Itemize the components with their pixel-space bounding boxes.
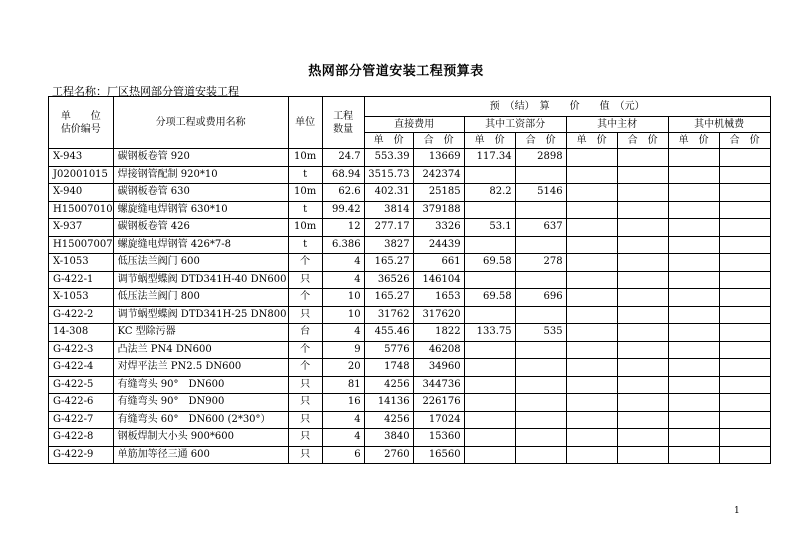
row-direct-price: 165.27 bbox=[364, 254, 413, 272]
row-direct-total: 242374 bbox=[413, 166, 464, 184]
row-labor-total bbox=[515, 376, 566, 394]
row-code: X-943 bbox=[49, 149, 114, 167]
header-machine-total: 合 价 bbox=[719, 133, 770, 149]
row-labor-price bbox=[464, 411, 515, 429]
header-labor: 其中工资部分 bbox=[464, 117, 566, 133]
row-direct-total: 24439 bbox=[413, 236, 464, 254]
row-qty: 4 bbox=[322, 429, 364, 447]
row-machine-total bbox=[719, 359, 770, 377]
row-direct-total: 16560 bbox=[413, 446, 464, 464]
row-qty: 9 bbox=[322, 341, 364, 359]
row-labor-total: 696 bbox=[515, 289, 566, 307]
row-machine-price bbox=[668, 201, 719, 219]
header-machine: 其中机械费 bbox=[668, 117, 770, 133]
row-material-total bbox=[617, 306, 668, 324]
row-unit: 个 bbox=[288, 254, 322, 272]
row-machine-total bbox=[719, 149, 770, 167]
row-qty: 10 bbox=[322, 306, 364, 324]
row-direct-total: 34960 bbox=[413, 359, 464, 377]
row-labor-price: 117.34 bbox=[464, 149, 515, 167]
row-machine-price bbox=[668, 341, 719, 359]
table-row bbox=[49, 359, 771, 377]
row-material-price bbox=[566, 306, 617, 324]
row-code: X-940 bbox=[49, 184, 114, 202]
row-machine-total bbox=[719, 219, 770, 237]
row-material-total bbox=[617, 289, 668, 307]
row-labor-total bbox=[515, 306, 566, 324]
table-row bbox=[49, 166, 771, 184]
row-material-price bbox=[566, 219, 617, 237]
row-direct-total: 226176 bbox=[413, 394, 464, 412]
row-labor-total bbox=[515, 394, 566, 412]
row-code: G-422-3 bbox=[49, 341, 114, 359]
row-labor-price bbox=[464, 394, 515, 412]
row-code: X-1053 bbox=[49, 254, 114, 272]
row-direct-price: 3827 bbox=[364, 236, 413, 254]
row-machine-total bbox=[719, 411, 770, 429]
row-code: G-422-1 bbox=[49, 271, 114, 289]
row-qty: 20 bbox=[322, 359, 364, 377]
row-machine-price bbox=[668, 289, 719, 307]
row-unit: t bbox=[288, 166, 322, 184]
row-name: 对焊平法兰 PN2.5 DN600 bbox=[113, 359, 288, 377]
row-material-total bbox=[617, 236, 668, 254]
row-material-total bbox=[617, 376, 668, 394]
row-direct-price: 553.39 bbox=[364, 149, 413, 167]
row-labor-total bbox=[515, 429, 566, 447]
row-code: H15007010 bbox=[49, 201, 114, 219]
table-row bbox=[49, 341, 771, 359]
row-material-total bbox=[617, 219, 668, 237]
row-name: 碳钢板卷管 920 bbox=[113, 149, 288, 167]
row-material-price bbox=[566, 201, 617, 219]
row-direct-total: 15360 bbox=[413, 429, 464, 447]
row-direct-total: 146104 bbox=[413, 271, 464, 289]
row-qty: 4 bbox=[322, 411, 364, 429]
row-machine-price bbox=[668, 429, 719, 447]
row-labor-price bbox=[464, 166, 515, 184]
row-machine-total bbox=[719, 446, 770, 464]
header-unit-code: 单 位 估价编号 bbox=[49, 97, 114, 149]
row-qty: 62.6 bbox=[322, 184, 364, 202]
row-labor-price bbox=[464, 359, 515, 377]
row-machine-price bbox=[668, 219, 719, 237]
row-code: G-422-5 bbox=[49, 376, 114, 394]
row-direct-total: 17024 bbox=[413, 411, 464, 429]
row-name: 螺旋缝电焊钢管 630*10 bbox=[113, 201, 288, 219]
row-direct-total: 379188 bbox=[413, 201, 464, 219]
row-material-total bbox=[617, 149, 668, 167]
row-direct-total: 46208 bbox=[413, 341, 464, 359]
row-machine-total bbox=[719, 341, 770, 359]
header-labor-total: 合 价 bbox=[515, 133, 566, 149]
row-machine-price bbox=[668, 166, 719, 184]
row-machine-price bbox=[668, 184, 719, 202]
row-material-total bbox=[617, 166, 668, 184]
row-name: KC 型除污器 bbox=[113, 324, 288, 342]
budget-table bbox=[48, 96, 771, 464]
row-material-total bbox=[617, 324, 668, 342]
row-direct-total: 25185 bbox=[413, 184, 464, 202]
row-labor-total bbox=[515, 166, 566, 184]
row-machine-price bbox=[668, 271, 719, 289]
row-name: 焊接钢管配制 920*10 bbox=[113, 166, 288, 184]
row-code: X-1053 bbox=[49, 289, 114, 307]
row-unit: t bbox=[288, 201, 322, 219]
table-row bbox=[49, 236, 771, 254]
row-code: G-422-6 bbox=[49, 394, 114, 412]
table-row bbox=[49, 219, 771, 237]
row-labor-total: 278 bbox=[515, 254, 566, 272]
row-machine-price bbox=[668, 359, 719, 377]
header-direct-cost: 直接费用 bbox=[364, 117, 464, 133]
row-material-price bbox=[566, 376, 617, 394]
row-material-price bbox=[566, 236, 617, 254]
row-unit: 只 bbox=[288, 429, 322, 447]
row-material-price bbox=[566, 446, 617, 464]
table-row bbox=[49, 271, 771, 289]
row-direct-price: 3840 bbox=[364, 429, 413, 447]
row-labor-price: 133.75 bbox=[464, 324, 515, 342]
row-code: J02001015 bbox=[49, 166, 114, 184]
page-title: 热网部分管道安装工程预算表 bbox=[308, 64, 484, 79]
row-material-price bbox=[566, 149, 617, 167]
row-labor-price: 53.1 bbox=[464, 219, 515, 237]
row-labor-price: 69.58 bbox=[464, 289, 515, 307]
header-material: 其中主材 bbox=[566, 117, 668, 133]
row-material-price bbox=[566, 341, 617, 359]
row-direct-price: 455.46 bbox=[364, 324, 413, 342]
row-direct-price: 36526 bbox=[364, 271, 413, 289]
row-direct-total: 317620 bbox=[413, 306, 464, 324]
row-name: 低压法兰阀门 600 bbox=[113, 254, 288, 272]
row-machine-price bbox=[668, 306, 719, 324]
row-qty: 6.386 bbox=[322, 236, 364, 254]
row-machine-price bbox=[668, 411, 719, 429]
row-name: 单筋加等径三通 600 bbox=[113, 446, 288, 464]
row-material-total bbox=[617, 341, 668, 359]
row-material-price bbox=[566, 254, 617, 272]
row-material-price bbox=[566, 429, 617, 447]
header-quantity: 工程 数量 bbox=[322, 97, 364, 149]
row-unit: 只 bbox=[288, 446, 322, 464]
row-qty: 81 bbox=[322, 376, 364, 394]
table-row bbox=[49, 429, 771, 447]
row-labor-price bbox=[464, 446, 515, 464]
row-name: 有缝弯头 90° DN900 bbox=[113, 394, 288, 412]
row-material-price bbox=[566, 394, 617, 412]
row-unit: 个 bbox=[288, 359, 322, 377]
row-machine-total bbox=[719, 306, 770, 324]
row-direct-price: 4256 bbox=[364, 411, 413, 429]
row-labor-price: 69.58 bbox=[464, 254, 515, 272]
row-unit: 只 bbox=[288, 411, 322, 429]
row-qty: 99.42 bbox=[322, 201, 364, 219]
row-labor-total: 637 bbox=[515, 219, 566, 237]
table-row bbox=[49, 411, 771, 429]
row-labor-price: 82.2 bbox=[464, 184, 515, 202]
row-machine-total bbox=[719, 254, 770, 272]
row-material-price bbox=[566, 289, 617, 307]
row-unit: 10m bbox=[288, 219, 322, 237]
row-name: 碳钢板卷管 426 bbox=[113, 219, 288, 237]
table-row bbox=[49, 254, 771, 272]
row-name: 有缝弯头 60° DN600 (2*30°） bbox=[113, 411, 288, 429]
row-labor-price bbox=[464, 271, 515, 289]
table-row bbox=[49, 306, 771, 324]
row-code: 14-308 bbox=[49, 324, 114, 342]
row-machine-total bbox=[719, 201, 770, 219]
row-labor-total bbox=[515, 411, 566, 429]
row-direct-price: 4256 bbox=[364, 376, 413, 394]
table-row bbox=[49, 149, 771, 167]
header-labor-unit-price: 单 价 bbox=[464, 133, 515, 149]
row-direct-price: 14136 bbox=[364, 394, 413, 412]
row-direct-total: 13669 bbox=[413, 149, 464, 167]
table-row bbox=[49, 289, 771, 307]
row-code: G-422-9 bbox=[49, 446, 114, 464]
row-unit: 只 bbox=[288, 376, 322, 394]
row-material-total bbox=[617, 359, 668, 377]
row-name: 凸法兰 PN4 DN600 bbox=[113, 341, 288, 359]
row-machine-total bbox=[719, 271, 770, 289]
row-machine-price bbox=[668, 254, 719, 272]
row-unit: 只 bbox=[288, 394, 322, 412]
page-number: 1 bbox=[734, 506, 740, 516]
row-name: 调节蜗型蝶阀 DTD341H-25 DN800 bbox=[113, 306, 288, 324]
row-unit: 个 bbox=[288, 341, 322, 359]
row-unit: 台 bbox=[288, 324, 322, 342]
row-material-total bbox=[617, 429, 668, 447]
row-direct-total: 344736 bbox=[413, 376, 464, 394]
row-labor-price bbox=[464, 236, 515, 254]
row-material-total bbox=[617, 271, 668, 289]
row-unit: t bbox=[288, 236, 322, 254]
row-code: X-937 bbox=[49, 219, 114, 237]
row-qty: 4 bbox=[322, 324, 364, 342]
row-qty: 68.94 bbox=[322, 166, 364, 184]
row-qty: 16 bbox=[322, 394, 364, 412]
row-direct-price: 3814 bbox=[364, 201, 413, 219]
row-material-price bbox=[566, 411, 617, 429]
row-labor-total bbox=[515, 271, 566, 289]
row-direct-price: 3515.73 bbox=[364, 166, 413, 184]
row-labor-price bbox=[464, 429, 515, 447]
row-machine-price bbox=[668, 394, 719, 412]
header-direct-total: 合 价 bbox=[413, 133, 464, 149]
row-code: G-422-4 bbox=[49, 359, 114, 377]
row-labor-total: 5146 bbox=[515, 184, 566, 202]
row-material-price bbox=[566, 359, 617, 377]
row-unit: 10m bbox=[288, 149, 322, 167]
header-machine-unit-price: 单 价 bbox=[668, 133, 719, 149]
row-labor-total bbox=[515, 341, 566, 359]
row-machine-total bbox=[719, 236, 770, 254]
row-machine-price bbox=[668, 149, 719, 167]
row-labor-price bbox=[464, 341, 515, 359]
row-material-total bbox=[617, 394, 668, 412]
row-name: 有缝弯头 90° DN600 bbox=[113, 376, 288, 394]
row-direct-price: 402.31 bbox=[364, 184, 413, 202]
row-direct-price: 1748 bbox=[364, 359, 413, 377]
table-row bbox=[49, 446, 771, 464]
row-qty: 24.7 bbox=[322, 149, 364, 167]
row-machine-price bbox=[668, 236, 719, 254]
row-machine-price bbox=[668, 376, 719, 394]
row-code: G-422-8 bbox=[49, 429, 114, 447]
header-material-unit-price: 单 价 bbox=[566, 133, 617, 149]
row-material-total bbox=[617, 184, 668, 202]
row-unit: 只 bbox=[288, 271, 322, 289]
row-direct-total: 3326 bbox=[413, 219, 464, 237]
table-row bbox=[49, 394, 771, 412]
header-direct-unit-price: 单 价 bbox=[364, 133, 413, 149]
row-name: 调节蜗型蝶阀 DTD341H-40 DN600 bbox=[113, 271, 288, 289]
header-unit: 单位 bbox=[288, 97, 322, 149]
row-labor-total bbox=[515, 201, 566, 219]
row-labor-total bbox=[515, 236, 566, 254]
row-material-total bbox=[617, 446, 668, 464]
header-item-name: 分项工程或费用名称 bbox=[113, 97, 288, 149]
row-unit: 10m bbox=[288, 184, 322, 202]
row-qty: 4 bbox=[322, 271, 364, 289]
row-material-price bbox=[566, 166, 617, 184]
row-machine-total bbox=[719, 324, 770, 342]
row-material-price bbox=[566, 271, 617, 289]
table-row bbox=[49, 324, 771, 342]
row-name: 碳钢板卷管 630 bbox=[113, 184, 288, 202]
row-name: 低压法兰阀门 800 bbox=[113, 289, 288, 307]
row-qty: 12 bbox=[322, 219, 364, 237]
row-name: 螺旋缝电焊钢管 426*7-8 bbox=[113, 236, 288, 254]
row-labor-total bbox=[515, 446, 566, 464]
row-labor-total bbox=[515, 359, 566, 377]
table-row bbox=[49, 376, 771, 394]
row-labor-price bbox=[464, 376, 515, 394]
row-unit: 个 bbox=[288, 289, 322, 307]
row-material-total bbox=[617, 254, 668, 272]
row-name: 钢板焊制大小头 900*600 bbox=[113, 429, 288, 447]
row-machine-total bbox=[719, 289, 770, 307]
row-labor-price bbox=[464, 306, 515, 324]
project-name-line: 工程名称：厂区热网部分管道安装工程 bbox=[52, 85, 239, 98]
row-unit: 只 bbox=[288, 306, 322, 324]
row-qty: 10 bbox=[322, 289, 364, 307]
row-material-price bbox=[566, 324, 617, 342]
row-code: G-422-7 bbox=[49, 411, 114, 429]
row-direct-total: 1653 bbox=[413, 289, 464, 307]
row-machine-price bbox=[668, 324, 719, 342]
row-qty: 4 bbox=[322, 254, 364, 272]
row-machine-price bbox=[668, 446, 719, 464]
row-qty: 6 bbox=[322, 446, 364, 464]
row-machine-total bbox=[719, 184, 770, 202]
table-row bbox=[49, 184, 771, 202]
row-direct-total: 661 bbox=[413, 254, 464, 272]
row-machine-total bbox=[719, 376, 770, 394]
row-machine-total bbox=[719, 166, 770, 184]
row-code: H15007007 bbox=[49, 236, 114, 254]
row-direct-price: 165.27 bbox=[364, 289, 413, 307]
row-labor-total: 2898 bbox=[515, 149, 566, 167]
row-machine-total bbox=[719, 429, 770, 447]
row-direct-price: 2760 bbox=[364, 446, 413, 464]
row-code: G-422-2 bbox=[49, 306, 114, 324]
row-direct-price: 5776 bbox=[364, 341, 413, 359]
row-material-total bbox=[617, 201, 668, 219]
row-labor-price bbox=[464, 201, 515, 219]
table-row bbox=[49, 201, 771, 219]
row-labor-total: 535 bbox=[515, 324, 566, 342]
row-direct-price: 31762 bbox=[364, 306, 413, 324]
header-material-total: 合 价 bbox=[617, 133, 668, 149]
row-direct-total: 1822 bbox=[413, 324, 464, 342]
row-material-total bbox=[617, 411, 668, 429]
row-machine-total bbox=[719, 394, 770, 412]
header-budget-value: 预 （结） 算 价 值 （元） bbox=[364, 97, 770, 117]
row-material-price bbox=[566, 184, 617, 202]
row-direct-price: 277.17 bbox=[364, 219, 413, 237]
